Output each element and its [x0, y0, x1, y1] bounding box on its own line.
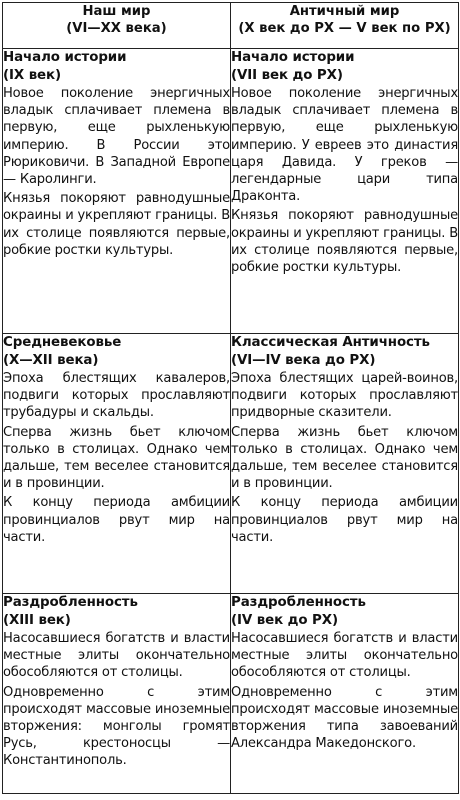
cell-period: (X—XII века) [3, 353, 99, 368]
cell-title: Раздробленность [231, 595, 366, 610]
cell-paragraph: Эпоха блестящих кавалеров, подвиги которых прославляют трубадуры и скальды. [3, 371, 230, 421]
column-header-period: (X век до РХ — V век по РХ) [238, 21, 451, 36]
cell-title: Раздробленность [3, 595, 138, 610]
cell-period: (VI—IV века до РХ) [231, 353, 376, 368]
table-row [3, 334, 459, 594]
cell-title: Начало истории [3, 50, 127, 65]
column-header-our-world [3, 3, 231, 49]
cell-period: (IX век) [3, 68, 62, 83]
cell-paragraph: К концу периода амбиции провинциалов рвут мир на части. [3, 495, 230, 545]
cell-paragraph: Одновременно с этим происходят массовые иноземные вторжения типа завоеваний Александра Македонского. [231, 684, 458, 752]
cell-paragraph: Князья покоряют равнодушные окраины и укрепляют границы. В их столице появляются первые, робкие ростки культуры. [231, 208, 458, 276]
table-row [3, 49, 459, 334]
cell-paragraph: Насосавшиеся богатств и власти местные элиты окончательно обособляются от столицы. [231, 631, 458, 681]
cell-paragraph: К концу периода амбиции провинциалов рвут мир на части. [231, 495, 458, 545]
cell-title: Начало истории [231, 50, 355, 65]
cell-paragraph: Сперва жизнь бьет ключом только в столицах. Однако чем дальше, тем веселее становится и в провинции. [231, 424, 458, 492]
column-header-period: (VI—XX века) [66, 21, 167, 36]
cell-paragraph: Князья покоряют равнодушные окраины и укрепляют границы. В их столице появляются первые, робкие ростки культуры. [3, 191, 230, 258]
column-header-title: Античный мир [289, 4, 400, 19]
cell-ancient-beginning [231, 49, 459, 334]
cell-ancient-classical [231, 334, 459, 594]
cell-paragraph: Сперва жизнь бьет ключом только в столицах. Однако чем дальше, тем веселее становится и в провинции. [3, 424, 230, 492]
table-header-row [3, 3, 459, 49]
table-row [3, 594, 459, 794]
column-header-ancient-world [231, 3, 459, 49]
cell-paragraph: Новое поколение энергичных владык сплачивает племена в первую, еще рыхленькую империю. В России это Рюриковичи. В Западной Европе — Каролинги. [3, 86, 230, 188]
column-header-title: Наш мир [82, 4, 151, 19]
cell-period: (VII век до РХ) [231, 68, 343, 83]
cell-period: (IV век до РХ) [231, 613, 338, 628]
cell-title: Средневековье [3, 335, 122, 350]
cell-ancient-fragmentation [231, 594, 459, 794]
cell-period: (XIII век) [3, 613, 71, 628]
cell-our-world-fragmentation [3, 594, 231, 794]
cell-our-world-middle-ages [3, 334, 231, 594]
cell-paragraph: Одновременно с этим происходят массовые иноземные вторжения: монголы громят Русь, крестоносцы — Константинополь. [3, 684, 230, 769]
comparison-table [2, 2, 459, 794]
cell-title: Классическая Античность [231, 335, 430, 350]
cell-paragraph: Насосавшиеся богатств и власти местные элиты окончательно обособляются от столицы. [3, 631, 230, 681]
cell-paragraph: Эпоха блестящих царей-воинов, подвиги которых прославляют придворные сказители. [231, 371, 458, 421]
cell-paragraph: Новое поколение энергичных владык сплачивает племена в первую, еще рыхленькую империю. У евреев это династия царя Давида. У греков — легендарные цари типа Драконта. [231, 86, 458, 205]
cell-our-world-beginning [3, 49, 231, 334]
